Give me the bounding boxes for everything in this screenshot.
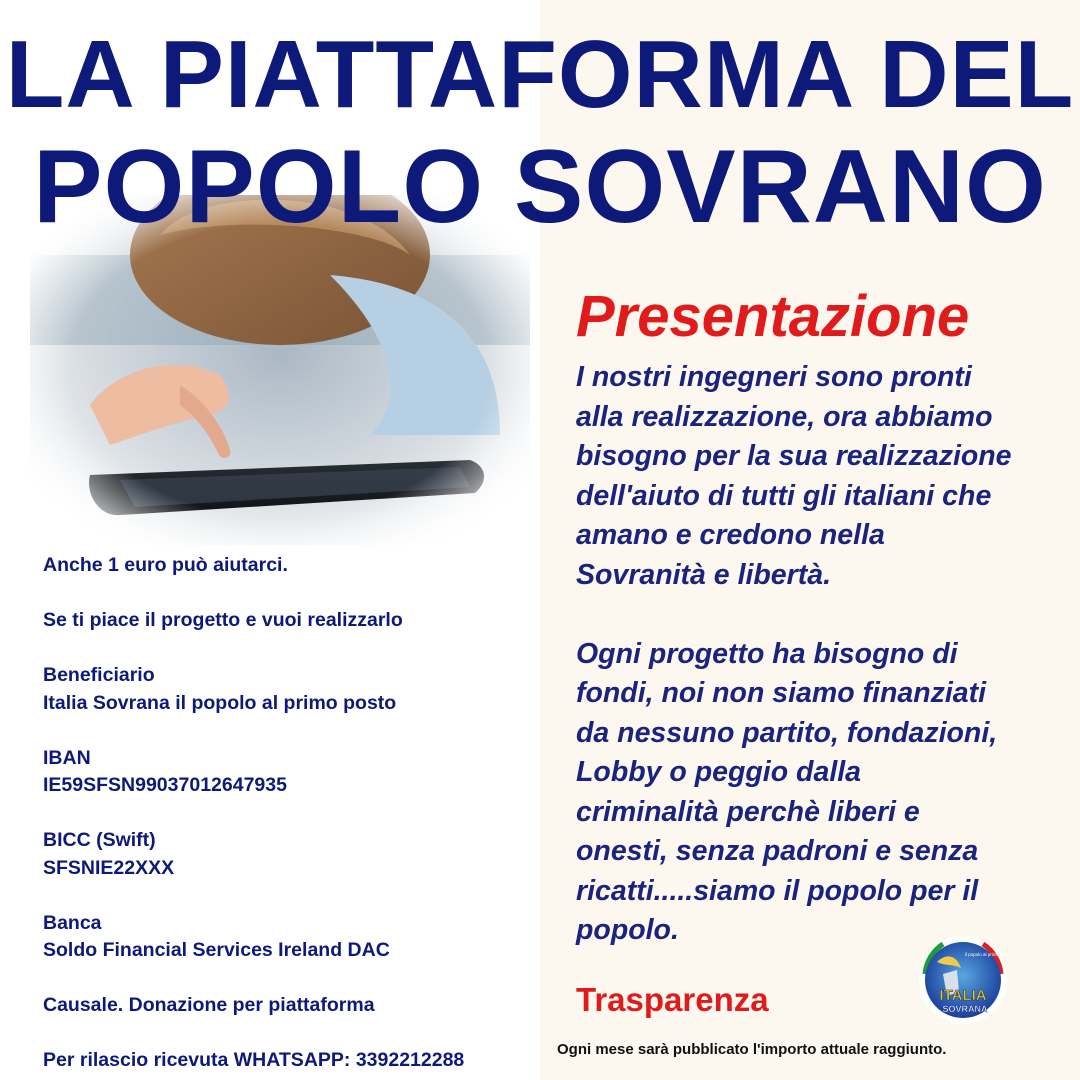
swift-value: SFSNIE22XXX: [43, 856, 175, 879]
presentazione-line: amano e credono nella: [576, 519, 885, 551]
donation-line: [43, 882, 533, 910]
donation-line: Anche 1 euro può aiutarci.: [43, 554, 288, 576]
donation-line: [43, 635, 533, 663]
donation-line: [43, 1020, 533, 1048]
logo-tagline: il popolo al primo posto: [965, 952, 1012, 957]
swift-label: BICC (Swift): [43, 829, 156, 851]
donation-info: [43, 552, 533, 1075]
donation-line: [43, 580, 533, 608]
donation-line: [43, 717, 533, 745]
beneficiary-value: Italia Sovrana il popolo al primo posto: [43, 691, 397, 714]
donation-line: [43, 965, 533, 993]
donation-line: [43, 800, 533, 828]
beneficiary-label: Beneficiario: [43, 664, 155, 686]
logo-word-italia: ITALIA: [939, 987, 987, 1004]
iban-label: IBAN: [43, 746, 91, 769]
trasparenza-title: Trasparenza: [576, 981, 769, 1018]
presentazione-line: onesti, senza padroni e senza: [576, 835, 979, 867]
presentazione-line: fondi, noi non siamo finanziati: [576, 677, 987, 709]
presentazione-line: [576, 595, 1071, 635]
iban-value: IE59SFSN99037012647935: [43, 774, 287, 796]
whatsapp-line: Per rilascio ricevuta WHATSAPP: 3392212288: [43, 1049, 465, 1071]
italia-sovrana-logo: [913, 934, 1013, 1026]
logo-word-sovrana: SOVRANA: [942, 1004, 988, 1014]
tablet-photo: [30, 195, 530, 545]
presentazione-line: I nostri ingegneri sono pronti: [576, 361, 972, 393]
presentazione-line: Lobby o peggio dalla: [576, 756, 861, 788]
headline-line-1: LA PIATTAFORMA DEL: [5, 21, 1075, 128]
headline-line-2: POPOLO SOVRANO: [33, 129, 1047, 245]
presentazione-line: alla realizzazione, ora abbiamo: [576, 400, 993, 433]
presentazione-line: criminalità perchè liberi e: [576, 795, 920, 828]
presentazione-line: ricatti.....siamo il popolo per il: [576, 874, 979, 907]
presentazione-line: Ogni progetto ha bisogno di: [576, 637, 958, 670]
bank-value: Soldo Financial Services Ireland DAC: [43, 939, 390, 961]
presentazione-line: Sovranità e libertà.: [576, 558, 832, 591]
presentazione-body: [576, 358, 1071, 951]
presentazione-title: Presentazione: [576, 284, 970, 349]
trasparenza-note: Ogni mese sarà pubblicato l'importo attuale raggiunto.: [557, 1041, 947, 1058]
donation-line: Se ti piace il progetto e vuoi realizzarlo: [43, 609, 403, 631]
presentazione-line: popolo.: [576, 914, 679, 946]
presentazione-line: dell'aiuto di tutti gli italiani che: [576, 479, 992, 512]
causale-line: Causale. Donazione per piattaforma: [43, 994, 375, 1016]
presentazione-line: da nessuno partito, fondazioni,: [576, 716, 998, 749]
presentazione-line: bisogno per la sua realizzazione: [576, 440, 1012, 472]
bank-label: Banca: [43, 911, 102, 934]
